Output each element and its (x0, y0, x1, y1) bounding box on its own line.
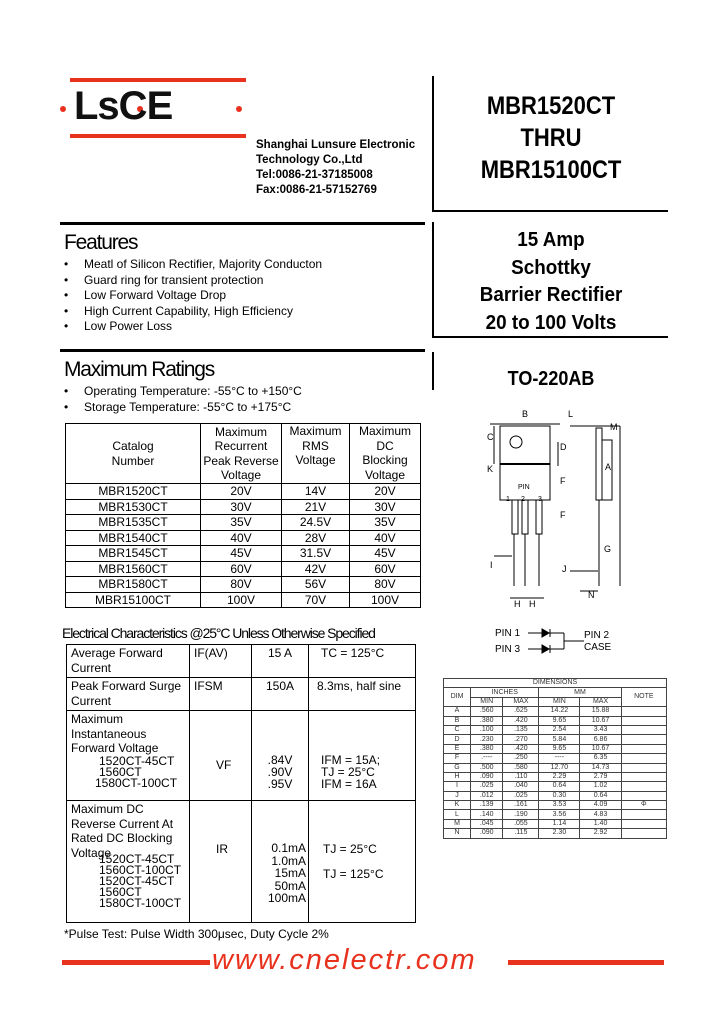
dim-label-f2: F (560, 510, 566, 520)
table-row: MBR1545CT 45V 31.5V 45V (66, 546, 421, 562)
ratings-rule (60, 349, 425, 352)
dim-label-c: C (487, 432, 494, 442)
operating-temp: • Operating Temperature: -55°C to +150°C (64, 384, 302, 400)
company-name-2: Technology Co.,Ltd (256, 154, 363, 166)
company-fax: Fax:0086-21-57152769 (256, 184, 377, 196)
footer-bar-right (508, 960, 664, 965)
desc-type: Schottky (511, 255, 591, 279)
part-number-box (432, 76, 668, 212)
ratings-table (65, 423, 421, 608)
table-row: A .560 .625 14.22 15.88 (444, 707, 667, 716)
desc-device: Barrier Rectifier (479, 283, 623, 306)
logo-bottom-bar (70, 134, 246, 138)
dim-label-i: I (490, 560, 493, 570)
table-row: Peak Forward Surge Current IFSM 150A 8.3ms, half sine (67, 678, 416, 711)
col-vrrm: Maximum Recurrent Peak Reverse Voltage (201, 424, 282, 484)
feature-item: • Low Forward Voltage Drop (64, 288, 322, 304)
package-outline-drawing (470, 406, 650, 616)
company-name: Shanghai Lunsure Electronic (256, 139, 416, 151)
table-row: Maximum Instantaneous Forward Voltage 1520CT-45CT 1560CT 1580CT-100CT VF .84V .90V .95V IFM = 15A; TJ = 25°C IFM = 16A (67, 711, 416, 801)
desc-voltage: 20 to 100 Volts (485, 310, 617, 334)
pin1-label: PIN 1 (495, 628, 521, 639)
table-row: MBR1540CT 40V 28V 40V (66, 530, 421, 546)
feature-item: • Guard ring for transient protection (64, 273, 322, 289)
table-row: MBR1535CT 35V 24.5V 35V (66, 515, 421, 531)
diode-symbol (528, 626, 584, 656)
pin-label: PIN (518, 484, 530, 491)
table-row: MBR1560CT 60V 42V 60V (66, 561, 421, 577)
package-body (500, 464, 550, 500)
table-row: MBR15100CT 100V 70V 100V (66, 592, 421, 608)
logo-dot (60, 106, 66, 112)
col-vrms: Maximum RMS Voltage (282, 424, 350, 484)
ratings-title: Maximum Ratings (64, 358, 215, 381)
pin-num-3: 3 (538, 496, 542, 503)
desc-current: 15 Amp (517, 228, 585, 251)
col-catalog: Catalog Number (66, 424, 201, 484)
dim-label-l: L (568, 409, 574, 419)
pin3-label: PIN 3 (495, 644, 521, 655)
electrical-table (66, 644, 416, 923)
table-row: D .230 .270 5.84 6.86 (444, 735, 667, 744)
company-logo (60, 78, 250, 138)
dim-label-d: D (560, 442, 567, 452)
table-row: J .012 .025 0.30 0.64 (444, 791, 667, 800)
feature-item: • Low Power Loss (64, 319, 322, 335)
dim-label-b: B (522, 409, 529, 419)
case-label: CASE (584, 642, 612, 653)
dim-label-h: H (514, 599, 521, 609)
table-row: F .---- .250 ---- 6.35 (444, 754, 667, 763)
dim-title: DIMENSIONS (444, 679, 667, 688)
table-row: MBR1520CT 20V 14V 20V (66, 484, 421, 500)
pin-num-2: 2 (521, 496, 525, 503)
package-tab (500, 426, 550, 464)
table-row: H .090 .110 2.29 2.79 (444, 772, 667, 781)
feature-item: • High Current Capability, High Efficiency (64, 304, 322, 320)
table-row: Maximum DC Reverse Current At Rated DC Blocking Voltage 1520CT-45CT 1560CT-100CT 1520CT-45CT 1560CT 1580CT-100CT IR 0.1mA 1.0mA 15mA 50mA 100mA TJ = 25°C TJ = 125°C (67, 801, 416, 923)
company-info (256, 138, 415, 198)
features-rule (60, 222, 425, 225)
dim-label-k: K (487, 464, 494, 474)
description-box (432, 222, 668, 338)
features-list (64, 257, 322, 335)
logo-top-bar (70, 78, 246, 82)
table-row: K .139 .161 3.53 4.09 Φ (444, 801, 667, 810)
dim-label-m: M (610, 422, 618, 432)
dimensions-table: DIMENSIONS DIM INCHES MM NOTE MIN MAX MIN MAX A .560 .625 14.22 15.88 B .380 .420 9.65 10.67 C .100 .135 2.54 3.43 D .230 .270 5.84 6.86 E .380 .420 9.65 10.67 F .---- .250 ---- 6.35 G .500 .580 12.70 14.73 H .090 .110 2.29 2.79 I .025 .040 0.64 1.02 J .012 .025 0.30 0.64 K .139 .161 3.53 4.09 Φ L .140 .190 3.56 4.83 M .045 .055 1.14 1.40 N .090 .115 2.30 2.92 (443, 678, 667, 839)
feature-item: • Meatl of Silicon Rectifier, Majority Conducton (64, 257, 322, 273)
ratings-conditions (64, 384, 302, 415)
logo-text: LsCE (74, 84, 173, 128)
mounting-hole (510, 436, 522, 448)
table-row: M .045 .055 1.14 1.40 (444, 819, 667, 828)
dim-label-f: F (560, 476, 566, 486)
table-row: E .380 .420 9.65 10.67 (444, 744, 667, 753)
table-row: G .500 .580 12.70 14.73 (444, 763, 667, 772)
table-row: MBR1530CT 30V 21V 30V (66, 499, 421, 515)
part-number-start: MBR1520CT (486, 92, 616, 120)
storage-temp: • Storage Temperature: -55°C to +175°C (64, 400, 302, 416)
pin2-label: PIN 2 (584, 630, 610, 641)
dim-label-h2: H (529, 599, 536, 609)
logo-dot (236, 106, 242, 112)
dim-label-g: G (604, 544, 612, 554)
dim-label-j: J (562, 564, 567, 574)
pin-num-1: 1 (506, 496, 510, 503)
dim-label-a: A (605, 462, 612, 472)
website-link[interactable]: www.cnelectr.com (212, 944, 477, 976)
symbol: IF(AV) (194, 646, 228, 660)
table-row: I .025 .040 0.64 1.02 (444, 782, 667, 791)
side-profile (596, 428, 602, 500)
table-row: L .140 .190 3.56 4.83 (444, 810, 667, 819)
col-vdc: Maximum DC Blocking Voltage (350, 424, 421, 484)
table-row: MBR1580CT 80V 56V 80V (66, 577, 421, 593)
footer-bar-left (62, 960, 210, 965)
table-row: Average Forward Current IF(AV) 15 A TC = 125°C (67, 645, 416, 678)
package-box (432, 352, 668, 390)
part-thru: THRU (520, 124, 582, 152)
package-name: TO-220AB (507, 368, 595, 390)
pulse-test-footnote: *Pulse Test: Pulse Width 300μsec, Duty Cycle 2% (64, 927, 329, 941)
dim-label-n: N (588, 590, 595, 600)
features-title: Features (64, 231, 138, 254)
table-row: N .090 .115 2.30 2.92 (444, 829, 667, 838)
company-tel: Tel:0086-21-37185008 (256, 169, 373, 181)
table-row: B .380 .420 9.65 10.67 (444, 716, 667, 725)
electrical-title: Electrical Characteristics @25°C Unless Otherwise Specified (62, 625, 375, 641)
part-number-end: MBR15100CT (480, 156, 622, 184)
table-row: C .100 .135 2.54 3.43 (444, 725, 667, 734)
